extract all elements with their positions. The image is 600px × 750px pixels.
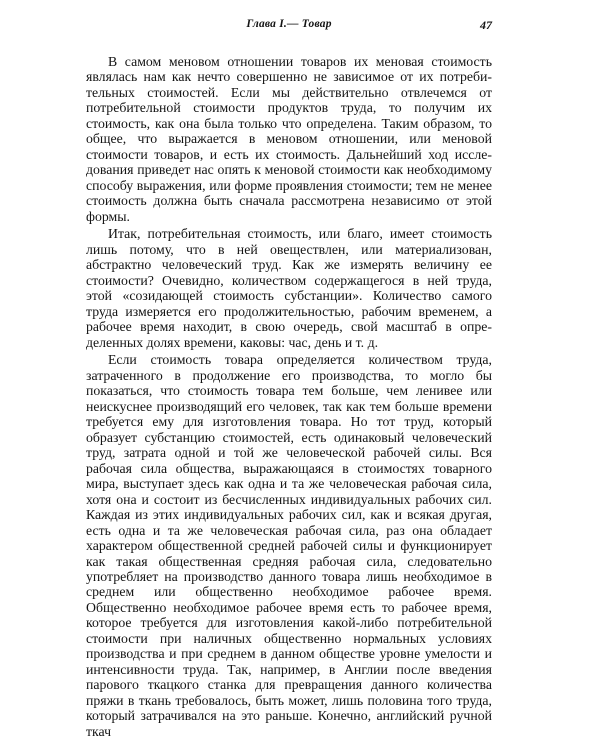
paragraph: Если стоимость товара определяется количеством труда, затраченного в продолжение его производства, то могло бы показаться, что стоимость товара тем больше, чем ленивее или неискуснее производящий его человек, так как тем больше времени требуется ему для изготовления товара. Но тот труд, который образует субстанцию стоимостей, есть одинаковый человеческий труд, затрата одной и той же человеческой рабочей силы. Вся рабочая сила общества, выражающаяся в стоимостях товарного мира, выступает здесь как одна и та же человеческая рабочая сила, хотя она и состоит из бесчисленных индивидуальных рабочих сил. Каждая из этих индивидуальных рабочих сил, как и всякая другая, есть одна и та же человеческая рабочая сила, раз она обладает характером общественной средней рабочей силы и функционирует как такая общественная средняя рабочая сила, следовательно употребляет на производство данного товара лишь необходимое в среднем или общественно необходимое рабочее время. Общественно необходимое рабочее время есть то рабочее время, которое требуется для изготовления какой-либо потребительной стоимости при наличных общественно нормальных условиях производства и при среднем в данном обществе уровне умелости и интенсивности труда. Так, например, в Англии после введения парового ткацкого станка для превращения данного количества пряжи в ткань требовалось, быть может, лишь половина того труда, который затрачивался на это раньше. Конечно, английский ручной ткач	[86, 352, 492, 739]
paragraph: В самом меновом отношении товаров их меновая стоимость являлась нам как нечто совершенно не зависимое от их потребительных стоимостей. Если мы действительно отвлечемся от потребительной стоимости продуктов труда, то получим их стоимость, как она была только что определена. Таким образом, то общее, что выражается в меновом отношении, или меновой стоимости товаров, и есть их стоимость. Дальнейший ход исследования приведет нас опять к меновой стоимости как необходимому способу выражения, или форме проявления стоимости; тем не менее стоимость должна быть сначала рассмотрена независимо от этой формы.	[86, 54, 492, 224]
paragraph: Итак, потребительная стоимость, или благо, имеет стоимость лишь потому, что в ней овеществлен, или материализован, абстрактно человеческий труд. Как же измерять величину ее стоимости? Очевидно, количеством содержащегося в ней труда, этой «созидающей стоимость субстанции». Количество самого труда измеряется его продолжительностью, рабочим временем, а рабочее время находит, в свою очередь, свой масштаб в определенных долях времени, каковы: час, день и т. д.	[86, 226, 492, 350]
running-header	[86, 18, 492, 38]
page-number: 47	[480, 18, 492, 32]
chapter-title: Глава I.— Товар	[246, 18, 332, 30]
body-text	[86, 54, 492, 741]
